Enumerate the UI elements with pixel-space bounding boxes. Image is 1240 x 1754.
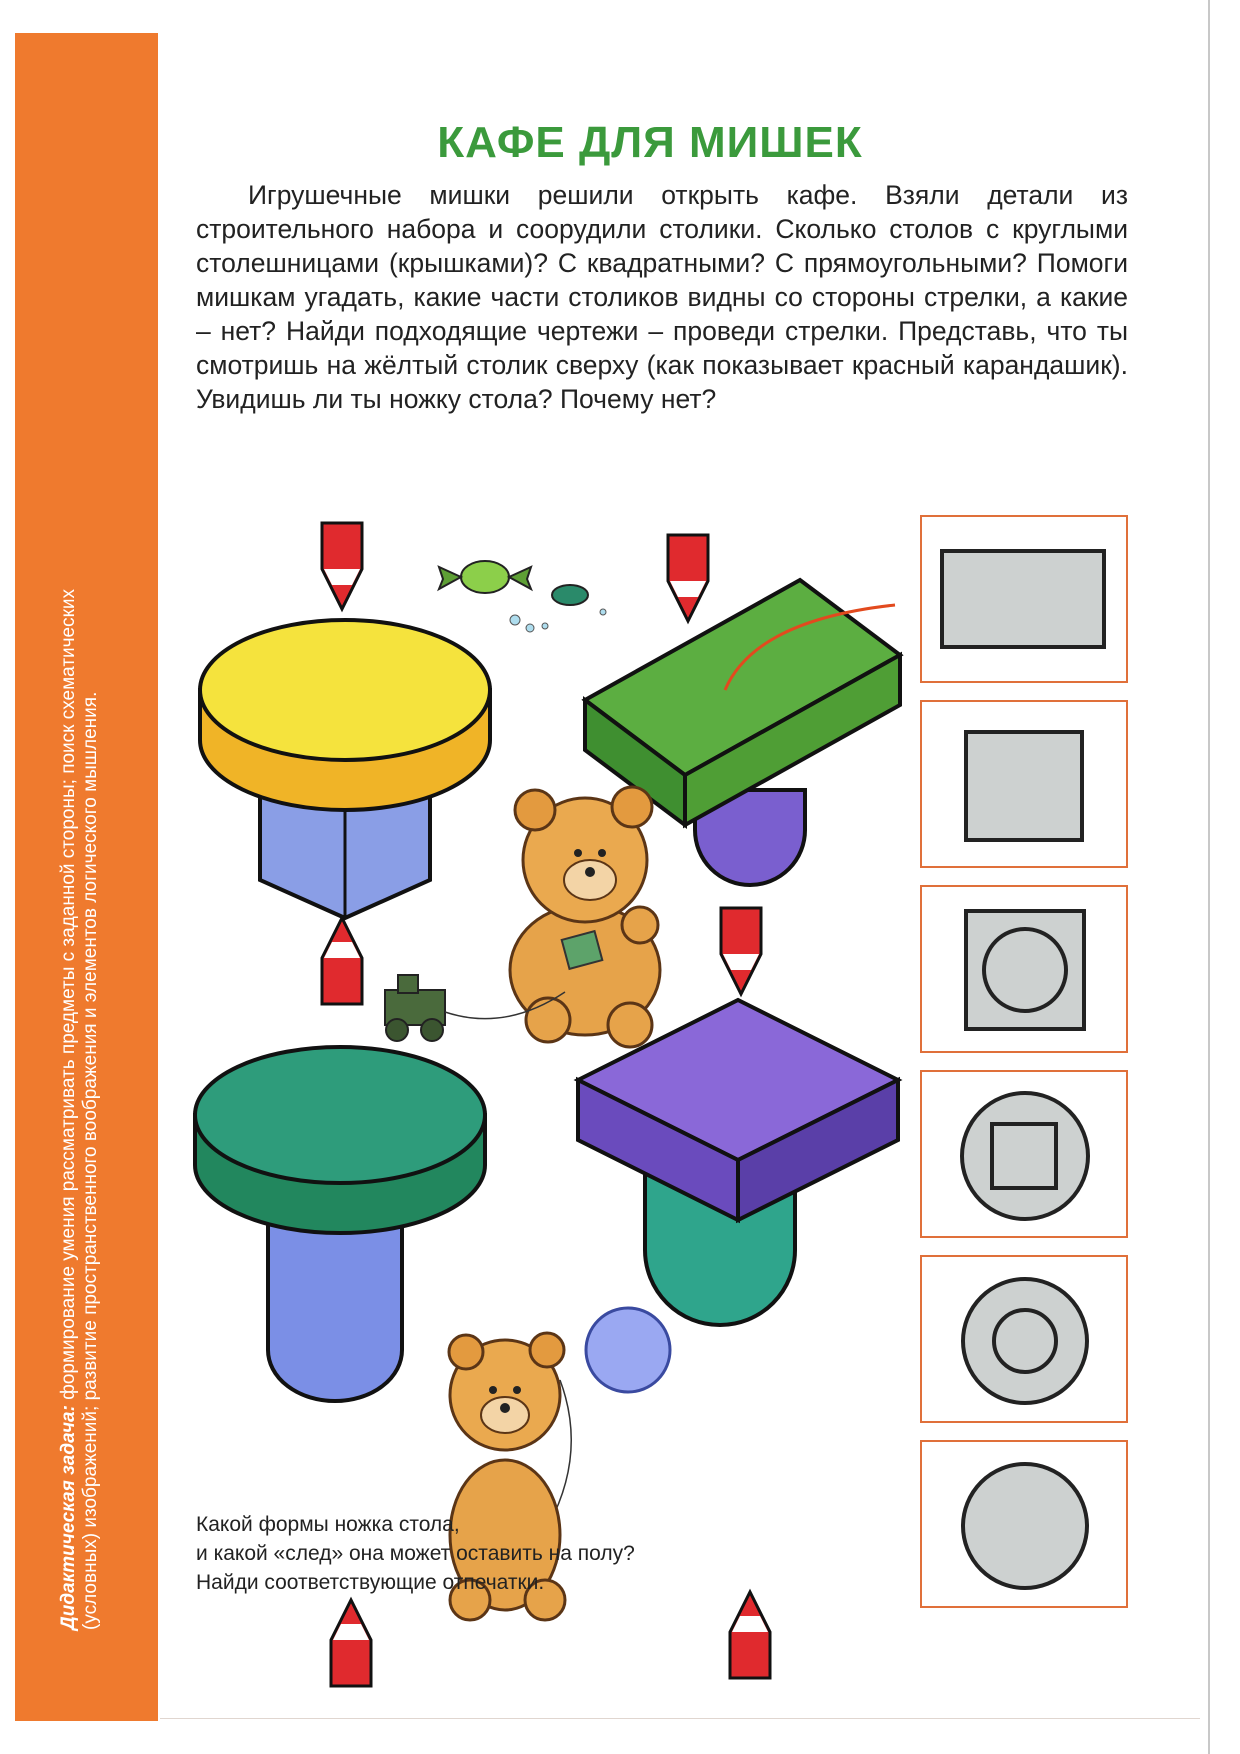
answer-card-circle-with-square[interactable] xyxy=(920,1070,1128,1238)
pencil-icon-bottom-left xyxy=(331,1600,371,1686)
footnote-line: Какой формы ножка стола, xyxy=(196,1513,460,1536)
square-circle-footprint-icon xyxy=(922,887,1130,1055)
square-footprint-icon xyxy=(922,702,1130,870)
answer-card-square[interactable] xyxy=(920,700,1128,868)
answer-card-rectangle[interactable] xyxy=(920,515,1128,683)
circle-square-footprint-icon xyxy=(922,1072,1130,1240)
pencil-icon-top-middle xyxy=(668,535,708,621)
pencil-icon-mid-left xyxy=(322,918,362,1004)
bottom-rule xyxy=(160,1718,1200,1719)
footnote-question xyxy=(196,1510,796,1597)
didactic-task-line2: (условных) изображений; развитие пространственного воображения и элементов логического мышления. xyxy=(80,691,101,1630)
page-edge xyxy=(1208,0,1210,1754)
table-green-round xyxy=(195,1047,485,1401)
candy-icon xyxy=(439,561,606,632)
footnote-line: и какой «след» она может оставить на полу? xyxy=(196,1542,635,1565)
pencil-icon-top-left xyxy=(322,523,362,609)
table-yellow-round xyxy=(200,620,490,918)
teddy-bear-icon xyxy=(510,787,660,1047)
didactic-task-lead: Дидактическая задача: xyxy=(58,1405,79,1630)
answer-card-circle[interactable] xyxy=(920,1440,1128,1608)
answer-card-circle-with-circle[interactable] xyxy=(920,1255,1128,1423)
pencil-icon-mid-right xyxy=(721,908,761,994)
rectangle-footprint-icon xyxy=(922,517,1130,685)
footnote-line: Найди соответствующие отпечатки. xyxy=(196,1571,545,1594)
intro-paragraph: Игрушечные мишки решили открыть кафе. Взяли детали из строительного набора и соорудили столики. Сколько столов с круглыми столешницами (крышками)? С квадратными? С прямоугольными? Помоги мишкам угадать, какие части столиков видны со стороны стрелки, а какие – нет? Найди подходящие чертежи – проведи стрелки. Представь, что ты смотришь на жёлтый столик сверху (как показывает красный карандашик). Увидишь ли ты ножку стола? Почему нет? xyxy=(196,180,1128,414)
table-purple-square xyxy=(578,1000,898,1325)
page-title: КАФЕ ДЛЯ МИШЕК xyxy=(437,118,863,167)
didactic-task-line1: формирование умения рассматривать предметы с заданной стороны; поиск схематических xyxy=(58,588,79,1406)
answer-card-square-with-circle[interactable] xyxy=(920,885,1128,1053)
pencil-icon-bottom-right xyxy=(730,1592,770,1678)
circle-footprint-icon xyxy=(922,1442,1130,1610)
circle-circle-footprint-icon xyxy=(922,1257,1130,1425)
